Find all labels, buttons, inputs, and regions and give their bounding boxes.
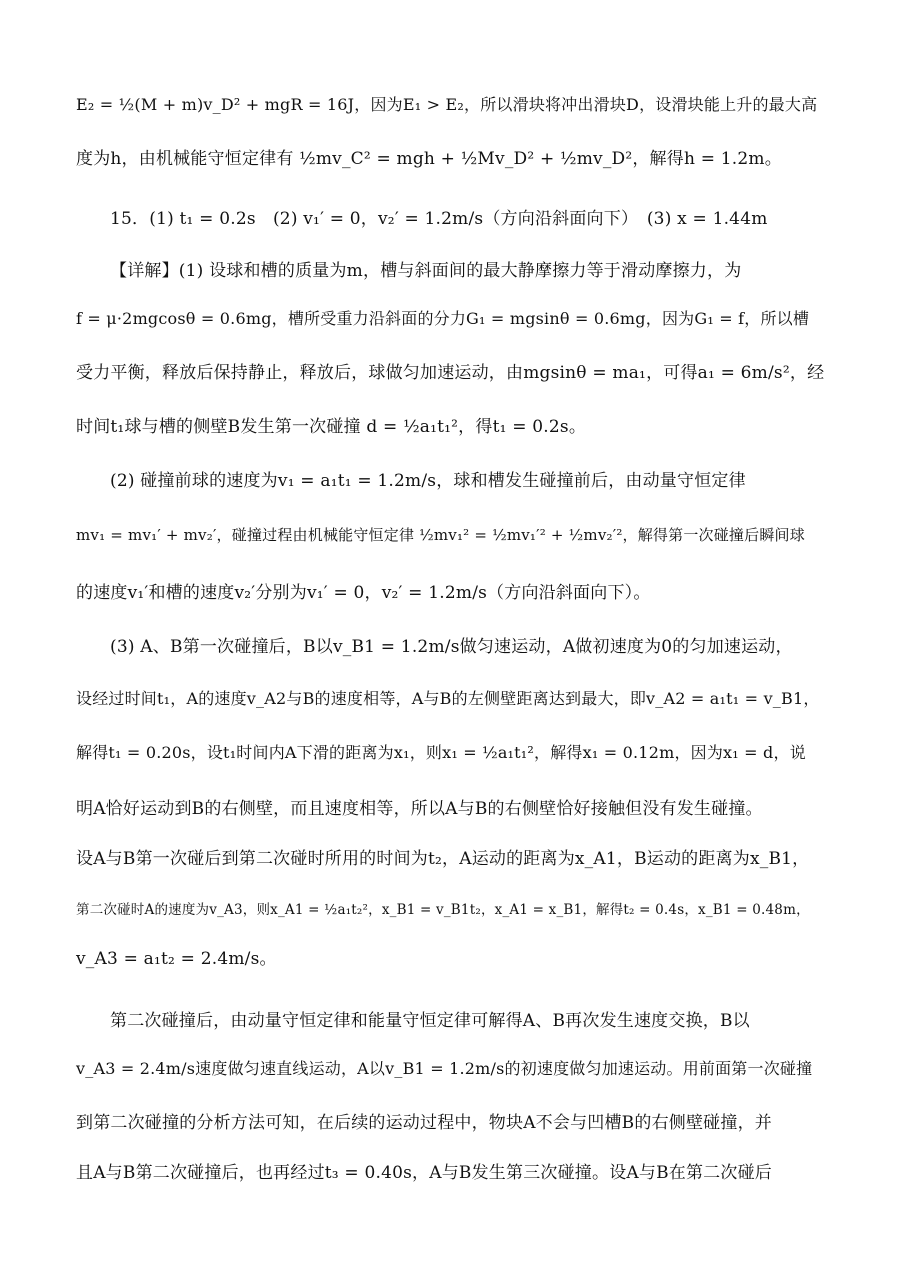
text-line: 且A与B第二次碰撞后，也再经过t₃ = 0.40s，A与B发生第三次碰撞。设A与B在第二次碰后	[76, 1163, 772, 1183]
text-line: 明A恰好运动到B的右侧壁，而且速度相等，所以A与B的右侧壁恰好接触但没有发生碰撞。	[76, 799, 763, 819]
text-line: 第二次碰时A的速度为v_A3，则x_A1 = ½a₁t₂²，x_B1 = v_B1t₂，x_A1 = x_B1，解得t₂ = 0.4s，x_B1 = 0.48m，	[76, 902, 810, 918]
text-line: 度为h，由机械能守恒定律有 ½mv_C² = mgh + ½Mv_D² + ½mv_D²，解得h = 1.2m。	[76, 149, 782, 169]
text-line: 受力平衡，释放后保持静止，释放后，球做匀加速运动，由mgsinθ = ma₁，可得a₁ = 6m/s²，经	[76, 363, 825, 383]
text-line: v_A3 = 2.4m/s速度做匀速直线运动，A以v_B1 = 1.2m/s的初速度做匀加速运动。用前面第一次碰撞	[76, 1059, 813, 1078]
text-line: 设经过时间t₁，A的速度v_A2与B的速度相等，A与B的左侧壁距离达到最大，即v_A2 = a₁t₁ = v_B1，	[76, 689, 820, 708]
text-line: mv₁ = mv₁′ + mv₂′，碰撞过程由机械能守恒定律 ½mv₁² = ½mv₁′² + ½mv₂′²，解得第一次碰撞后瞬间球	[76, 526, 805, 544]
detail-header: 【详解】(1) 设球和槽的质量为m，槽与斜面间的最大静摩擦力等于滑动摩擦力，为	[110, 261, 742, 281]
text-line: 到第二次碰撞的分析方法可知，在后续的运动过程中，物块A不会与凹槽B的右侧壁碰撞，并	[76, 1113, 772, 1133]
text-line: 的速度v₁′和槽的速度v₂′分别为v₁′ = 0，v₂′ = 1.2m/s（方向沿斜面向下）。	[76, 583, 651, 603]
answer-summary: 15．(1) t₁ = 0.2s (2) v₁′ = 0，v₂′ = 1.2m/s（方向沿斜面向下） (3) x = 1.44m	[110, 209, 768, 229]
text-line: 时间t₁球与槽的侧壁B发生第一次碰撞 d = ½a₁t₁²，得t₁ = 0.2s。	[76, 417, 587, 437]
text-line: E₂ = ½(M + m)v_D² + mgR = 16J，因为E₁ > E₂，所以滑块将冲出滑块D，设滑块能上升的最大高	[76, 95, 818, 114]
text-line: 设A与B第一次碰后到第二次碰时所用的时间为t₂，A运动的距离为x_A1，B运动的距离为x_B1，	[76, 849, 810, 869]
text-line: v_A3 = a₁t₂ = 2.4m/s。	[76, 949, 277, 969]
text-line: f = μ·2mgcosθ = 0.6mg，槽所受重力沿斜面的分力G₁ = mgsinθ = 0.6mg，因为G₁ = f，所以槽	[76, 309, 810, 328]
text-line: (2) 碰撞前球的速度为v₁ = a₁t₁ = 1.2m/s，球和槽发生碰撞前后，由动量守恒定律	[110, 471, 746, 491]
text-line: 解得t₁ = 0.20s，设t₁时间内A下滑的距离为x₁，则x₁ = ½a₁t₁²，解得x₁ = 0.12m，因为x₁ = d，说	[76, 743, 806, 762]
text-line: (3) A、B第一次碰撞后，B以v_B1 = 1.2m/s做匀速运动，A做初速度为0的匀加速运动，	[110, 637, 793, 657]
text-line: 第二次碰撞后，由动量守恒定律和能量守恒定律可解得A、B再次发生速度交换，B以	[110, 1011, 750, 1031]
